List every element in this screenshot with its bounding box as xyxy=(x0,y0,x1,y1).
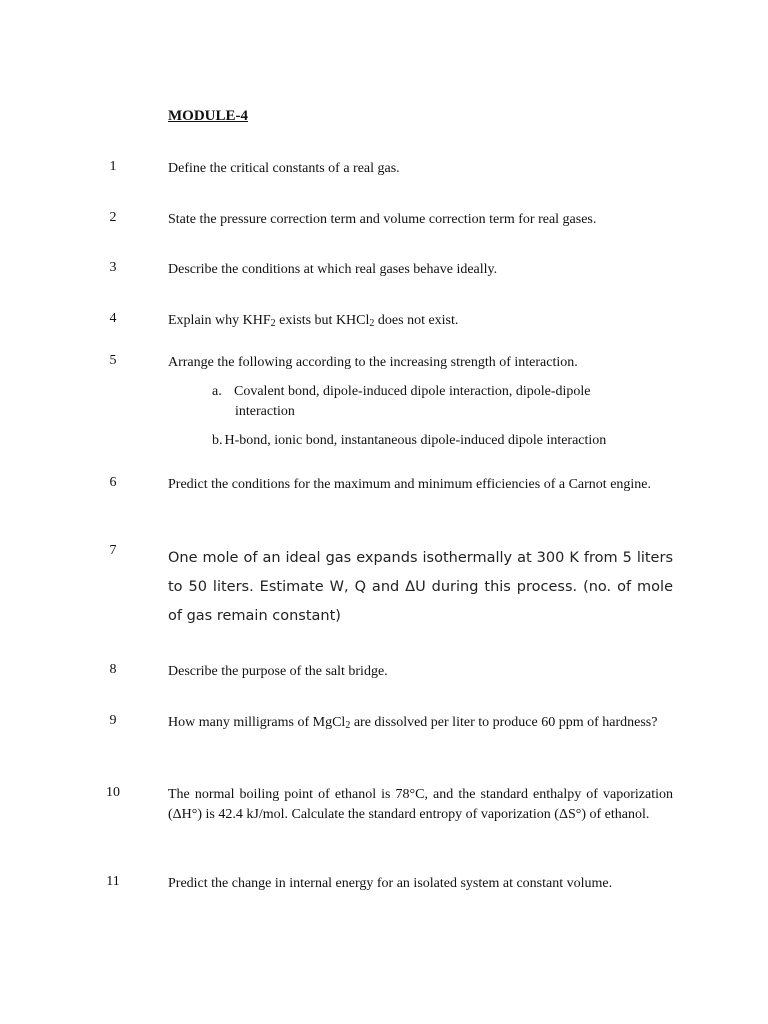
question-number: 1 xyxy=(109,159,117,174)
question-text: Predict the conditions for the maximum and minimum efficiencies of a Carnot engine. xyxy=(168,477,652,492)
question-text-part: How many milligrams of MgCl xyxy=(168,715,346,730)
question-text: The normal boiling point of ethanol is 78°C, and the standard enthalpy of vaporization (ΔH°) is 42.4 kJ/mol. Calculate the standard entropy of vaporization (ΔS°) of ethanol. xyxy=(168,787,673,822)
sub-item xyxy=(212,382,673,402)
question-text: Predict the change in internal energy for an isolated system at constant volume. xyxy=(168,876,613,891)
sub-item-continuation xyxy=(212,402,673,422)
question-text-part: exists but KHCl xyxy=(275,313,370,328)
question-number: 2 xyxy=(109,210,117,225)
subscript: 2 xyxy=(345,720,351,731)
question-text: Define the critical constants of a real gas. xyxy=(168,161,400,176)
sub-item-label: b. xyxy=(212,433,223,448)
question-text: State the pressure correction term and volume correction term for real gases. xyxy=(168,212,597,227)
question-number: 11 xyxy=(106,874,120,889)
question-number: 4 xyxy=(109,311,117,326)
question-number: 9 xyxy=(109,713,117,728)
question-number: 10 xyxy=(106,785,120,800)
question-text xyxy=(168,311,673,331)
question-number: 5 xyxy=(109,353,117,368)
question-number: 8 xyxy=(109,662,117,677)
subscript: 2 xyxy=(270,318,276,329)
sub-item-text: interaction xyxy=(235,404,295,419)
subscript: 2 xyxy=(369,318,375,329)
question-text-part: does not exist. xyxy=(374,313,459,328)
question-text: Describe the conditions at which real gases behave ideally. xyxy=(168,262,498,277)
question-text xyxy=(168,713,673,733)
question-text: One mole of an ideal gas expands isothermally at 300 K from 5 liters to 50 liters. Estimate W, Q and ΔU during this process. (no. of mole of gas remain constant) xyxy=(168,550,673,624)
sub-item-text: Covalent bond, dipole-induced dipole interaction, dipole-dipole xyxy=(234,384,591,399)
sub-item xyxy=(212,431,606,451)
question-number: 3 xyxy=(109,260,117,275)
question-text-part: Explain why KHF xyxy=(168,313,271,328)
sub-item-text: H-bond, ionic bond, instantaneous dipole-induced dipole interaction xyxy=(224,433,607,448)
question-text-part: are dissolved per liter to produce 60 ppm of hardness? xyxy=(350,715,658,730)
sub-item-label: a. xyxy=(212,384,222,399)
question-text: Arrange the following according to the increasing strength of interaction. xyxy=(168,355,578,370)
question-text: Describe the purpose of the salt bridge. xyxy=(168,664,388,679)
question-number: 7 xyxy=(109,543,117,558)
module-title: MODULE-4 xyxy=(168,108,248,124)
question-number: 6 xyxy=(109,475,117,490)
